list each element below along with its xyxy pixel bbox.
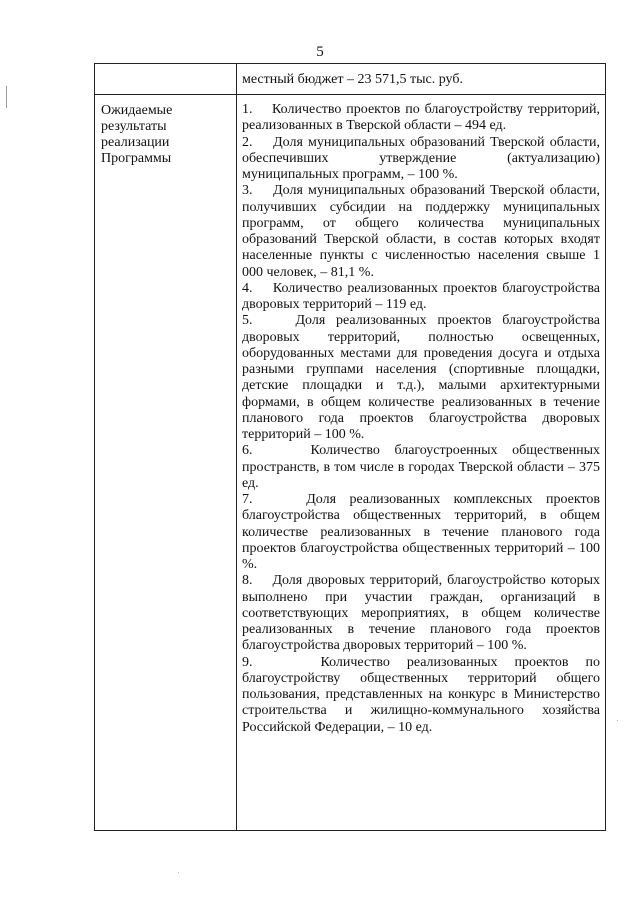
table-row-budget	[95, 64, 605, 95]
page-number: 5	[316, 44, 324, 60]
scan-margin-mark	[6, 86, 7, 108]
list-item: 3. Доля муниципальных образований Тверской области, получивших субсидии на поддержку муниципальных программ, от общего количества муниципальных образований Тверской области, в состав которых входят населенные пункты с численностью населения свыше 1 000 человек, – 81,1 %.	[242, 183, 600, 280]
scan-speck	[178, 872, 179, 873]
list-item: 1. Количество проектов по благоустройству территорий, реализованных в Тверской области – 494 ед.	[242, 102, 601, 134]
list-item: 2. Доля муниципальных образований Тверской области, обеспечивших утверждение (актуализацию) муниципальных программ, – 100 %.	[242, 134, 600, 182]
results-list	[242, 102, 600, 736]
list-item: 8. Доля дворовых территорий, благоустройство которых выполнено при участии граждан, организаций в соответствующих мероприятиях, в общем количестве реализованных в течение планового года проектов благоустройства дворовых территорий – 100 %.	[242, 573, 600, 654]
list-item: 7. Доля реализованных комплексных проектов благоустройства общественных территорий, в общем количестве реализованных в течение планового года проектов благоустройства общественных территорий – 100 %.	[242, 492, 601, 572]
section-label: Ожидаемые результаты реализации Программы	[101, 103, 173, 166]
list-item: 5. Доля реализованных проектов благоустройства дворовых территорий, полностью освещенных, оборудованных местами для проведения досуга и отдыха разными группами населения (спортивные площадки, детские площадки и т.д.), малыми архитектурными формами, в общем количестве реализованных в течение планового года проектов благоустройства дворовых территорий – 100 %.	[242, 313, 601, 442]
list-item: 4. Количество реализованных проектов благоустройства дворовых территорий – 119 ед.	[242, 280, 601, 312]
list-item: 6. Количество благоустроенных общественных пространств, в том числе в городах Тверской области – 375 ед.	[242, 443, 600, 491]
list-item: 9. Количество реализованных проектов по благоустройству общественных территорий общего пользования, представленных на конкурс в Министерство строительства и жилищно-коммунального хозяйства Российской Федерации, – 10 ед.	[242, 654, 601, 735]
scan-speck	[617, 720, 618, 721]
budget-line: местный бюджет – 23 571,5 тыс. руб.	[242, 72, 463, 87]
program-table	[94, 63, 606, 831]
column-divider	[236, 64, 237, 830]
